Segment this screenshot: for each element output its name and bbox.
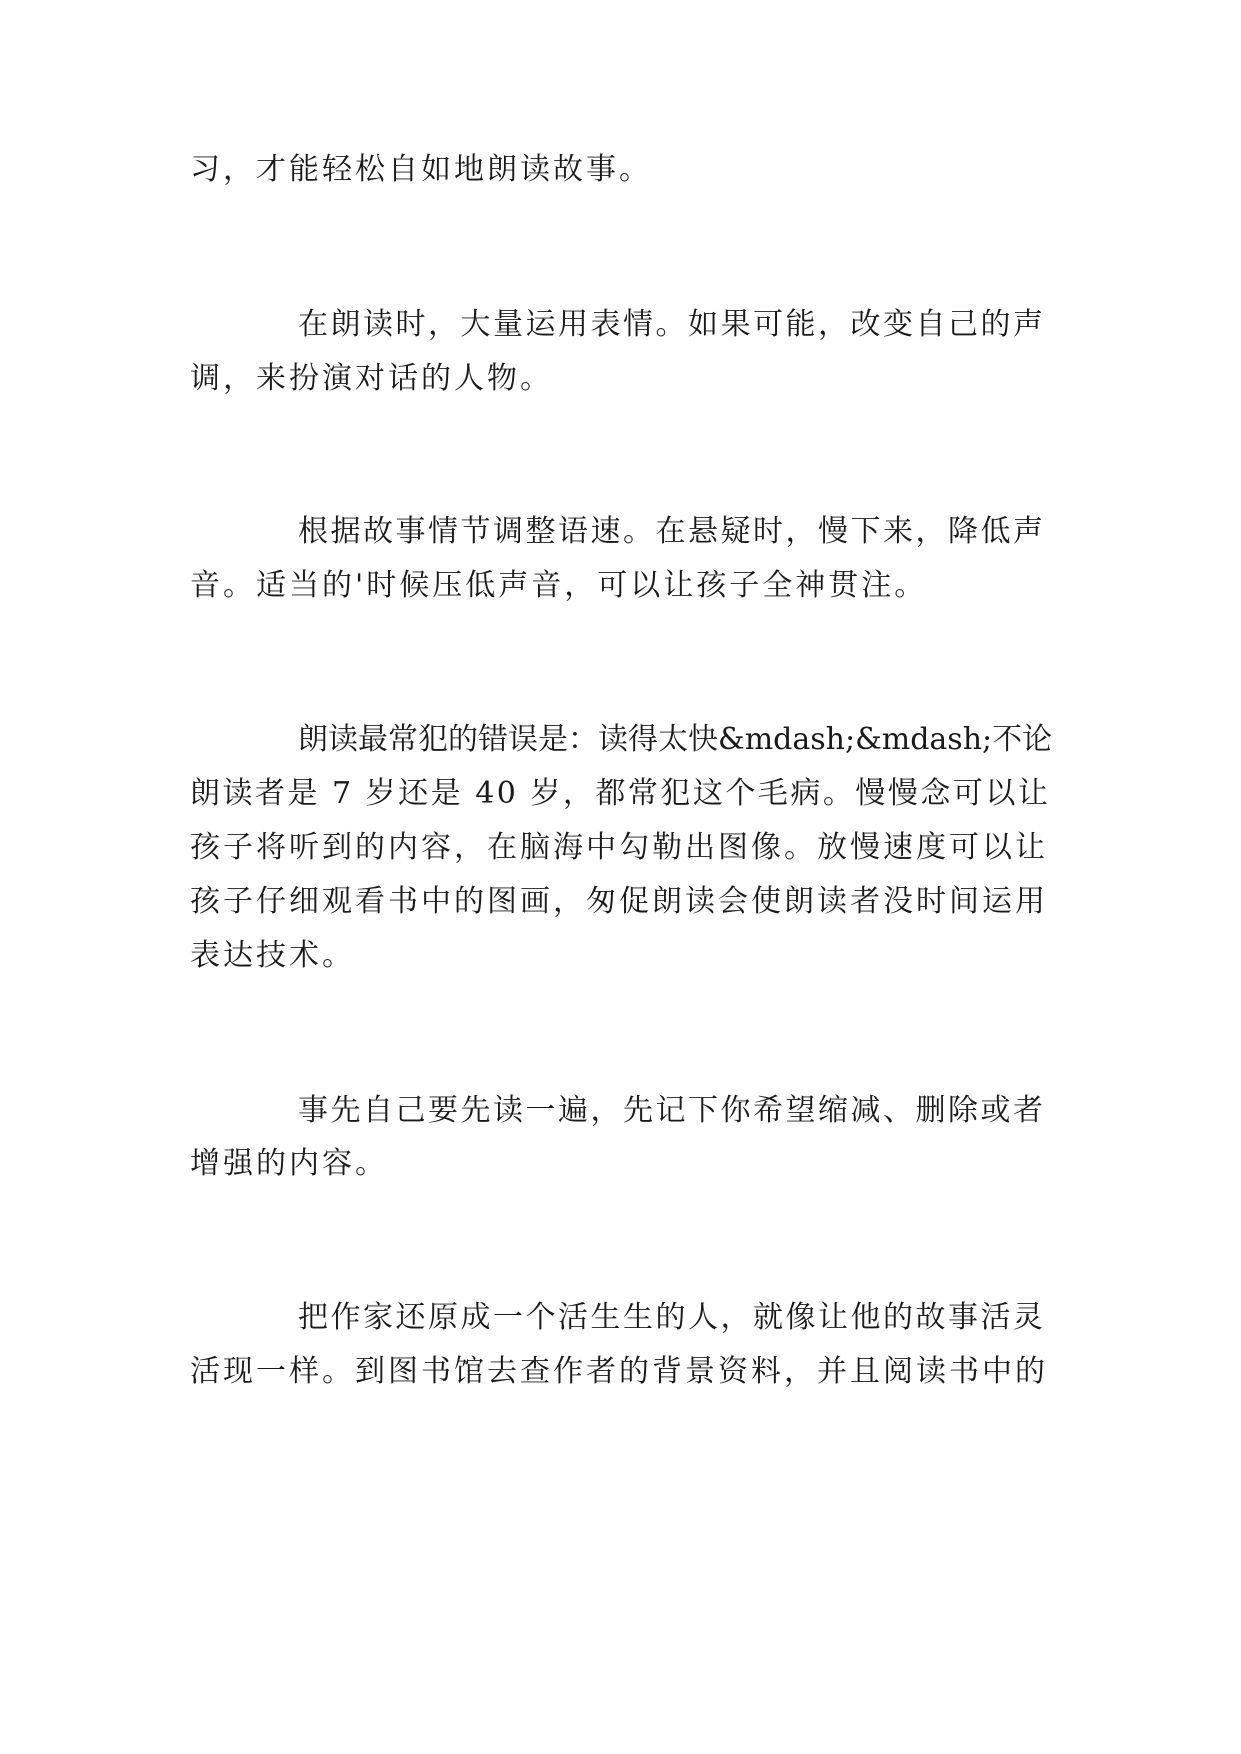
paragraph-line: 事先自己要先读一遍，先记下你希望缩减、删除或者	[298, 1093, 1046, 1128]
paragraph-line: 音。适当的'时候压低声音，可以让孩子全神贯注。	[190, 568, 928, 603]
paragraph-line: 孩子将听到的内容，在脑海中勾勒出图像。放慢速度可以让	[190, 830, 1048, 865]
paragraph-line: 在朗读时，大量运用表情。如果可能，改变自己的声	[298, 307, 1046, 342]
paragraph-line: 增强的内容。	[190, 1146, 388, 1181]
paragraph-line: 把作家还原成一个活生生的人，就像让他的故事活灵	[298, 1300, 1046, 1335]
paragraph-line: 表达技术。	[190, 938, 355, 973]
paragraph-line: 习，才能轻松自如地朗读故事。	[190, 152, 652, 187]
paragraph-line: 孩子仔细观看书中的图画，匆促朗读会使朗读者没时间运用	[190, 884, 1048, 919]
paragraph-line: 朗读者是 7 岁还是 40 岁，都常犯这个毛病。慢慢念可以让	[190, 776, 1051, 811]
paragraph-line: 活现一样。到图书馆去查作者的背景资料，并且阅读书中的	[190, 1354, 1048, 1389]
paragraph-line: 调，来扮演对话的人物。	[190, 361, 553, 396]
paragraph-line: 根据故事情节调整语速。在悬疑时，慢下来，降低声	[298, 514, 1046, 549]
paragraph-line: 朗读最常犯的错误是：读得太快&mdash;&mdash;不论	[298, 722, 1053, 757]
